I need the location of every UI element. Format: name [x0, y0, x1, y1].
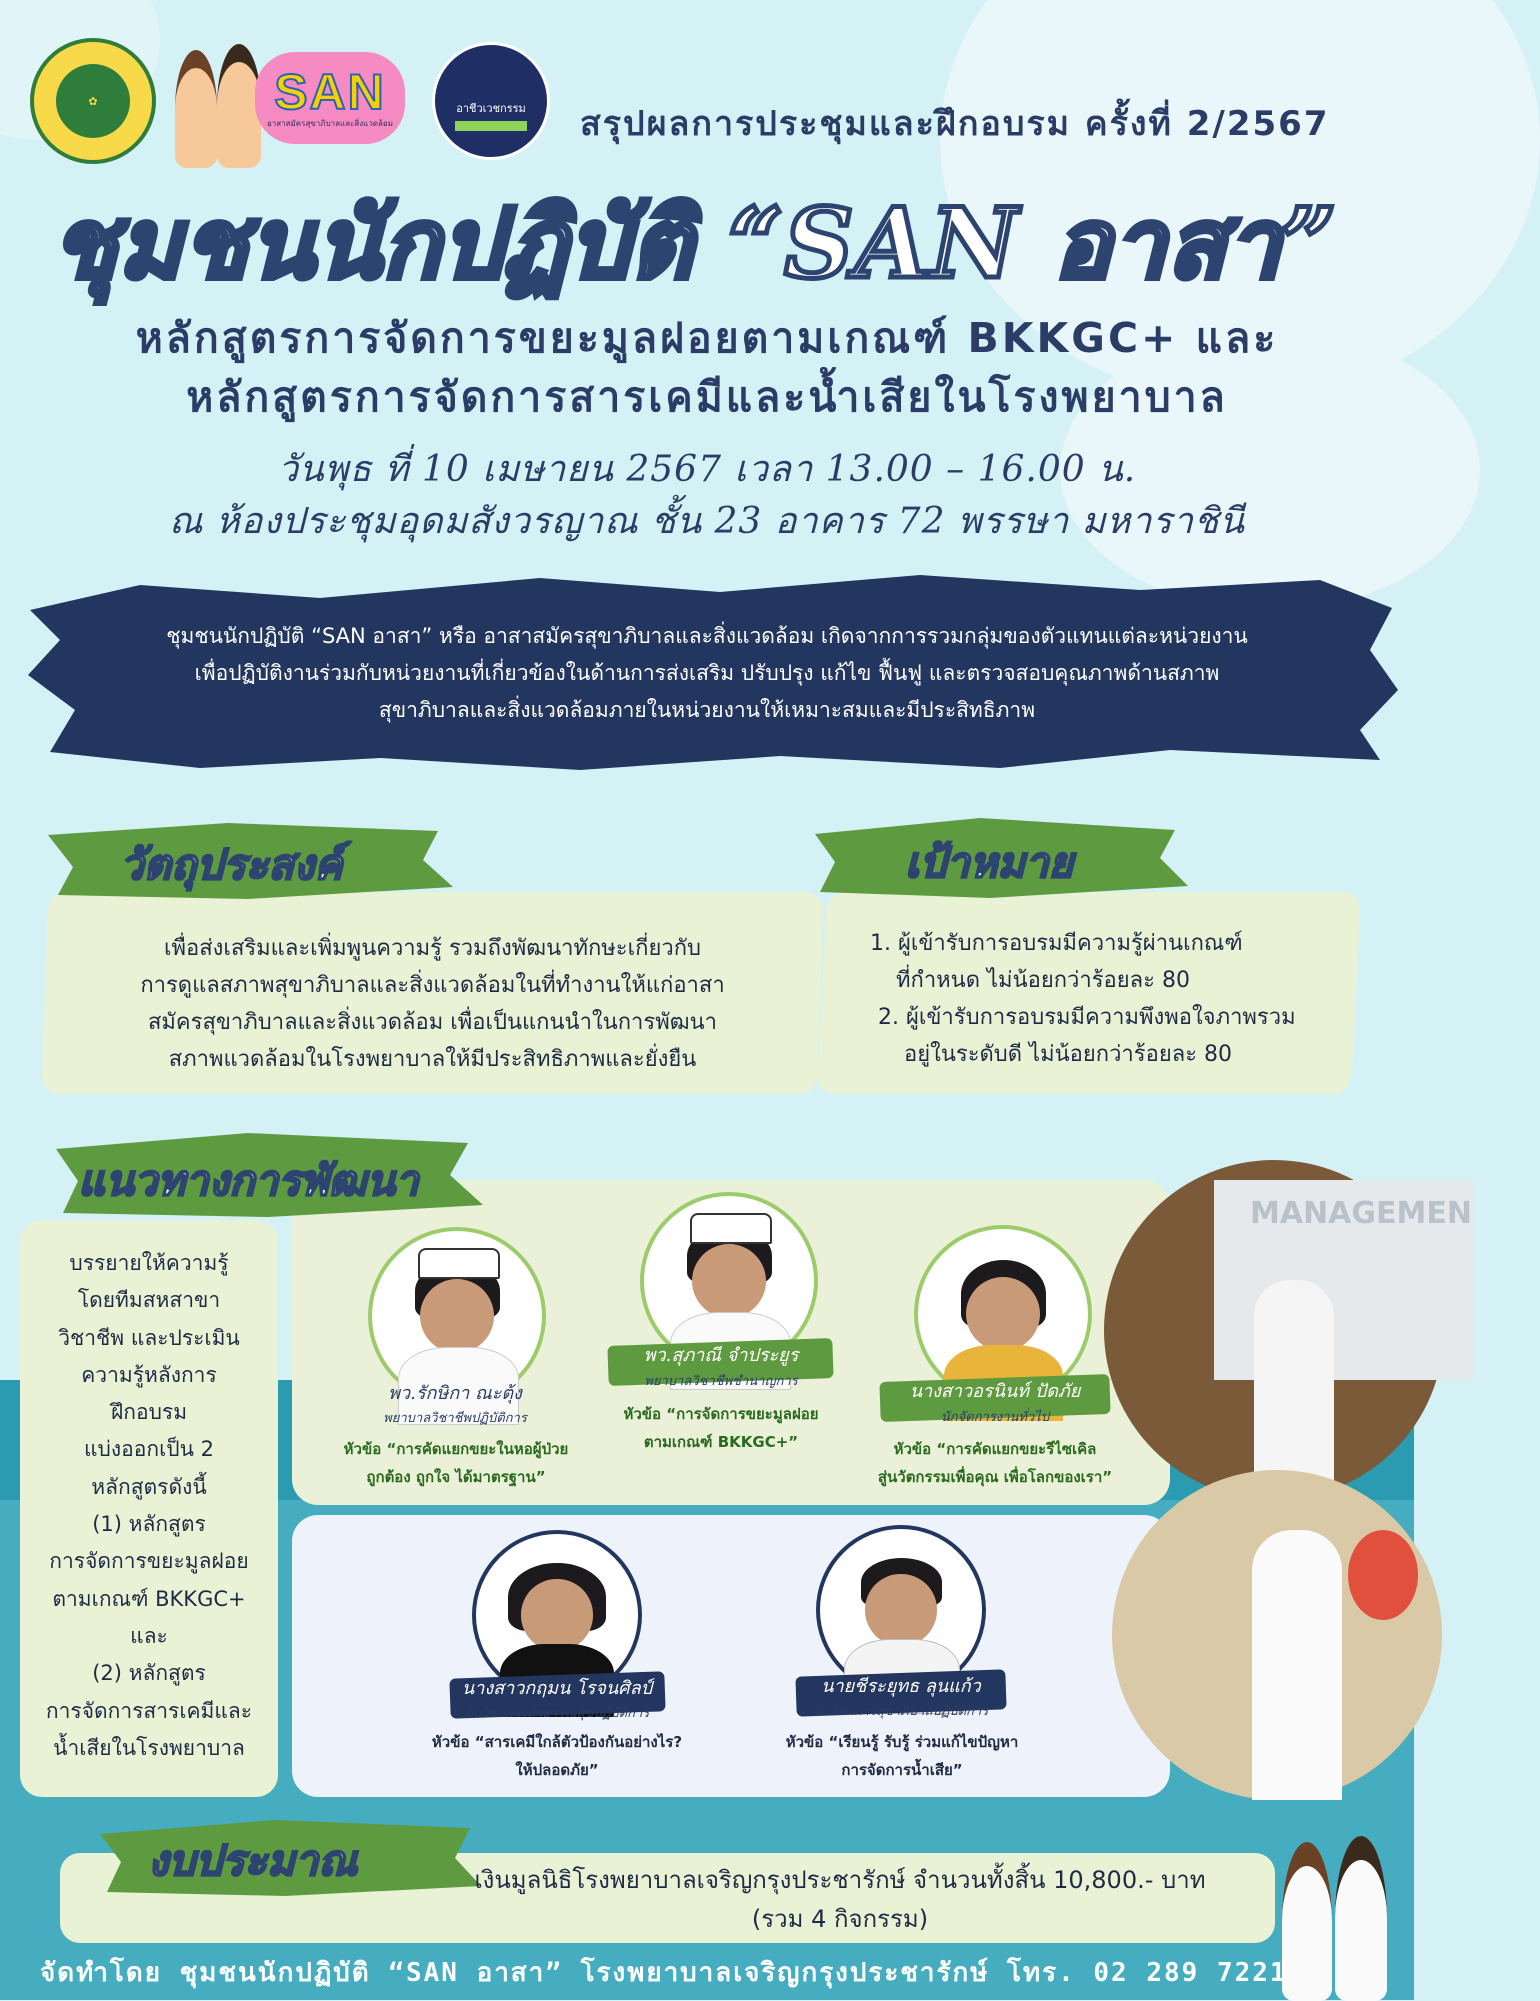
objective-line: สภาพแวดล้อมในโรงพยาบาลให้มีประสิทธิภาพและยั่งยืน [168, 1047, 697, 1072]
intro-line: เพื่อปฏิบัติงานร่วมกับหน่วยงานที่เกี่ยวข้องในด้านการส่งเสริม ปรับปรุง แก้ไข ฟื้นฟู และตรวจสอบคุณภาพด้านสภาพ [194, 661, 1220, 685]
course-line-2: หลักสูตรการจัดการสารเคมีและน้ำเสียในโรงพยาบาล [186, 373, 1228, 421]
san-badge [255, 52, 405, 144]
occupational-logo-label: อาชีวเวชกรรม [456, 102, 526, 115]
speaker-topic [848, 1435, 1142, 1491]
kid-figure-icon [175, 50, 217, 168]
speaker-topic [318, 1435, 594, 1491]
development-text [28, 1245, 270, 1767]
logo-stripe [455, 121, 527, 131]
san-asa-logo [175, 40, 415, 160]
goal-list [870, 925, 1350, 1073]
speaker-name: นายชีระยุทธ ลุนแก้ว [821, 1676, 981, 1697]
budget-heading: งบประมาณ [148, 1836, 358, 1885]
objective-line: สมัครสุขาภิบาลและสิ่งแวดล้อม เพื่อเป็นแกนนำในการพัฒนา [148, 1010, 717, 1035]
speaker-role: นักวิชาการสุขาภิบาลปฏิบัติการ [813, 1704, 989, 1719]
development-heading: แนวทางการพัฒนา [78, 1156, 419, 1205]
development-line: น้ำเสียในโรงพยาบาล [53, 1735, 245, 1760]
topic-line: สู่นวัตกรรมเพื่อคุณ เพื่อโลกของเรา” [877, 1468, 1113, 1486]
objective-line: เพื่อส่งเสริมและเพิ่มพูนความรู้ รวมถึงพัฒนาทักษะเกี่ยวกับ [164, 936, 701, 961]
budget-line: เงินมูลนิธิโรงพยาบาลเจริญกรุงประชารักษ์ จำนวนทั้งสิ้น 10,800.- บาท [474, 1866, 1206, 1894]
development-line: แบ่งออกเป็น 2 [84, 1437, 214, 1462]
development-line: หลักสูตรดังนี้ [91, 1474, 207, 1499]
development-line: และ [130, 1623, 168, 1648]
development-line: การจัดการขยะมูลฝอย [49, 1549, 249, 1574]
development-line: ฝึกอบรม [110, 1400, 188, 1425]
budget-line: (รวม 4 กิจกรรม) [751, 1905, 929, 1933]
development-line: วิชาชีพ และประเมิน [58, 1325, 240, 1350]
topic-line: การจัดการน้ำเสีย” [841, 1761, 963, 1779]
goal-item: 2. ผู้เข้ารับการอบรมมีความพึงพอใจภาพรวม [878, 1005, 1296, 1030]
flower-pot [1348, 1530, 1418, 1620]
development-line: บรรยายให้ความรู้ [69, 1251, 229, 1275]
event-photo-speaker [1112, 1470, 1442, 1800]
topic-line: หัวข้อ “เรียนรู้ รับรู้ ร่วมแก้ไขปัญหา [785, 1733, 1019, 1751]
speaker-topic [752, 1728, 1052, 1784]
san-logo-text: SAN [274, 63, 386, 120]
development-line: การจัดการสารเคมีและ [45, 1698, 253, 1723]
goal-item: 1. ผู้เข้ารับการอบรมมีความรู้ผ่านเกณฑ์ [870, 931, 1243, 956]
topic-line: หัวข้อ “การคัดแยกขยะรีไซเคิล [893, 1440, 1097, 1458]
speaker-name: พว.สุภาณี จำประยูร [643, 1345, 799, 1366]
topic-line: ให้ปลอดภัย” [515, 1761, 599, 1779]
development-line: (2) หลักสูตร [92, 1661, 206, 1686]
speaker-photo [816, 1525, 986, 1695]
goal-item: อยู่ในระดับดี ไม่น้อยกว่าร้อยละ 80 [904, 1042, 1232, 1067]
goal-heading: เป้าหมาย [905, 838, 1074, 887]
speaker-role: พยาบาลวิชาชีพชำนาญการ [644, 1374, 798, 1389]
development-line: ตามเกณฑ์ BKKGC+ [52, 1586, 246, 1611]
topic-line: หัวข้อ “การจัดการขยะมูลฝอย [623, 1405, 819, 1423]
main-title: ชุมชนนักปฏิบัติ “SAN อาสา” [52, 187, 1338, 300]
topic-line: หัวข้อ “สารเคมีใกล้ตัวป้องกันอย่างไร? [431, 1733, 683, 1751]
hospital-logo [30, 38, 156, 164]
speaker-role: นักวิชาการสาธารณสุขปฏิบัติการ [464, 1706, 650, 1721]
development-line: โดยทีมสหสาขา [77, 1288, 221, 1313]
intro-paragraph [50, 618, 1364, 729]
speaker-topic [583, 1400, 859, 1456]
development-line: ความรู้หลังการ [81, 1362, 217, 1387]
topic-line: ถูกต้อง ถูกใจ ได้มาตรฐาน” [366, 1468, 546, 1486]
speaker-name: นางสาวกฤมน โรจนศิลป์ [461, 1678, 653, 1699]
topic-line: ตามเกณฑ์ BKKGC+” [643, 1433, 799, 1451]
event-photo-presenter [1104, 1160, 1472, 1500]
speaker-role: นักจัดการงานทั่วไป [940, 1410, 1050, 1425]
speaker-name: พว.รักษิกา ณะตุ้ง [388, 1383, 522, 1404]
development-line: (1) หลักสูตร [92, 1512, 206, 1537]
objective-line: การดูแลสภาพสุขาภิบาลและสิ่งแวดล้อมในที่ทำงานให้แก่อาสา [140, 973, 725, 998]
goal-item: ที่กำหนด ไม่น้อยกว่าร้อยละ 80 [896, 968, 1190, 993]
course-line-1: หลักสูตรการจัดการขยะมูลฝอยตามเกณฑ์ BKKGC+ และ [135, 314, 1279, 362]
intro-line: สุขาภิบาลและสิ่งแวดล้อมภายในหน่วยงานให้เหมาะสมและมีประสิทธิภาพ [378, 698, 1036, 722]
event-date: วันพุธ ที่ 10 เมษายน 2567 เวลา 13.00 – 16.00 น. [277, 449, 1137, 490]
footer-credit: จัดทำโดย ชุมชนนักปฏิบัติ “SAN อาสา” โรงพยาบาลเจริญกรุงประชารักษ์ โทร. 02 289 7221 [40, 1958, 1288, 1988]
event-venue: ณ ห้องประชุมอุดมสังวรญาณ ชั้น 23 อาคาร 72 พรรษา มหาราชินี [169, 501, 1245, 542]
san-logo-subtext: อาสาสมัครสุขาภิบาลและสิ่งแวดล้อม [266, 118, 394, 128]
banner-text: MANAGEMEN [1250, 1196, 1472, 1231]
hospital-emblem-icon: ✿ [56, 64, 130, 138]
meeting-summary-title: สรุปผลการประชุมและฝึกอบรม ครั้งที่ 2/2567 [580, 104, 1330, 144]
intro-line: ชุมชนนักปฏิบัติ “SAN อาสา” หรือ อาสาสมัครสุขาภิบาลและสิ่งแวดล้อม เกิดจากการรวมกลุ่มของตัวแทนแต่ละหน่วยงาน [166, 624, 1248, 648]
occupational-medicine-logo [432, 42, 550, 160]
speaker-figure [1252, 1530, 1342, 1800]
speaker-name: นางสาวอรนินท์ ปัดภัย [909, 1381, 1081, 1402]
objective-text [85, 930, 780, 1078]
presenter-figure [1254, 1280, 1334, 1500]
topic-line: หัวข้อ “การคัดแยกขยะในหอผู้ป่วย [343, 1440, 569, 1458]
speaker-topic [410, 1728, 704, 1784]
budget-text [420, 1861, 1260, 1939]
speaker-role: พยาบาลวิชาชีพปฏิบัติการ [383, 1411, 527, 1426]
objective-heading: วัตถุประสงค์ [120, 840, 343, 889]
